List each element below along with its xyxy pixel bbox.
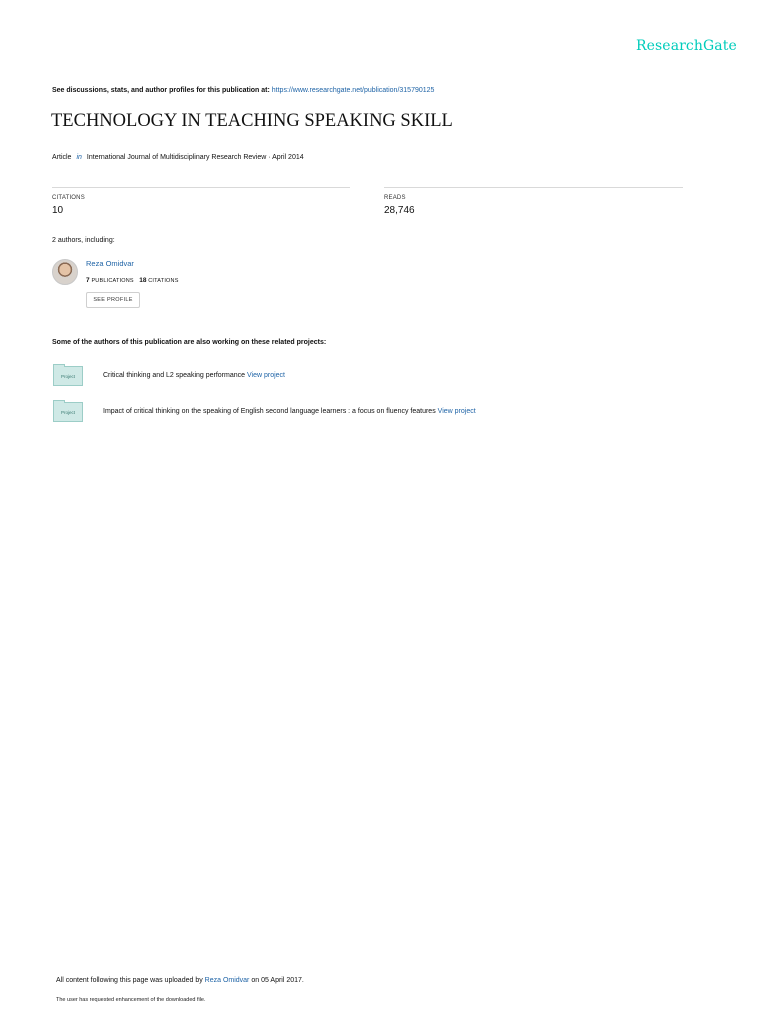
enhancement-note: The user has requested enhancement of the downloaded file. xyxy=(56,997,206,1003)
disclaimer-text: See discussions, stats, and author profiles for this publication at: xyxy=(52,87,272,94)
article-in: in xyxy=(76,154,82,161)
project-title: Impact of critical thinking on the speaking of English second language learners : a focus on fluency features xyxy=(103,408,436,415)
authors-header: 2 authors, including: xyxy=(52,237,115,244)
project-item xyxy=(103,408,476,415)
uploader-link[interactable]: Reza Omidvar xyxy=(204,977,250,984)
journal-name: International Journal of Multidisciplinary Research Review · April 2014 xyxy=(86,154,304,161)
reads-value: 28,746 xyxy=(384,205,415,216)
citations-value: 10 xyxy=(52,205,64,216)
view-project-link[interactable]: View project xyxy=(437,408,476,415)
avatar[interactable] xyxy=(52,259,78,285)
related-projects-header: Some of the authors of this publication are also working on these related projects: xyxy=(52,339,327,346)
page-title: TECHNOLOGY IN TEACHING SPEAKING SKILL xyxy=(51,111,453,131)
author-citations-count: 18 xyxy=(139,277,147,284)
article-info xyxy=(52,154,304,161)
disclaimer-line xyxy=(52,87,434,94)
project-item xyxy=(103,372,285,379)
citations-divider xyxy=(52,187,350,188)
author-name-link[interactable]: Reza Omidvar xyxy=(86,259,134,268)
author-citations-label: CITATIONS xyxy=(148,278,179,284)
view-project-link[interactable]: View project xyxy=(246,372,285,379)
citations-label: CITATIONS xyxy=(52,195,85,201)
publications-label: PUBLICATIONS xyxy=(91,278,134,284)
researchgate-logo[interactable]: ResearchGate xyxy=(636,38,737,54)
reads-divider xyxy=(384,187,683,188)
reads-label: READS xyxy=(384,195,406,201)
publication-url-link[interactable]: https://www.researchgate.net/publication/315790125 xyxy=(271,87,435,94)
upload-notice: All content following this page was uploaded by Reza Omidvar on 05 April 2017. xyxy=(56,977,304,984)
see-profile-button[interactable]: SEE PROFILE xyxy=(86,292,140,308)
publications-count: 7 xyxy=(86,277,90,284)
article-type: Article xyxy=(52,154,72,161)
project-icon: Project xyxy=(53,366,83,386)
project-icon: Project xyxy=(53,402,83,422)
project-title: Critical thinking and L2 speaking performance xyxy=(103,372,246,379)
author-stats xyxy=(86,277,179,284)
